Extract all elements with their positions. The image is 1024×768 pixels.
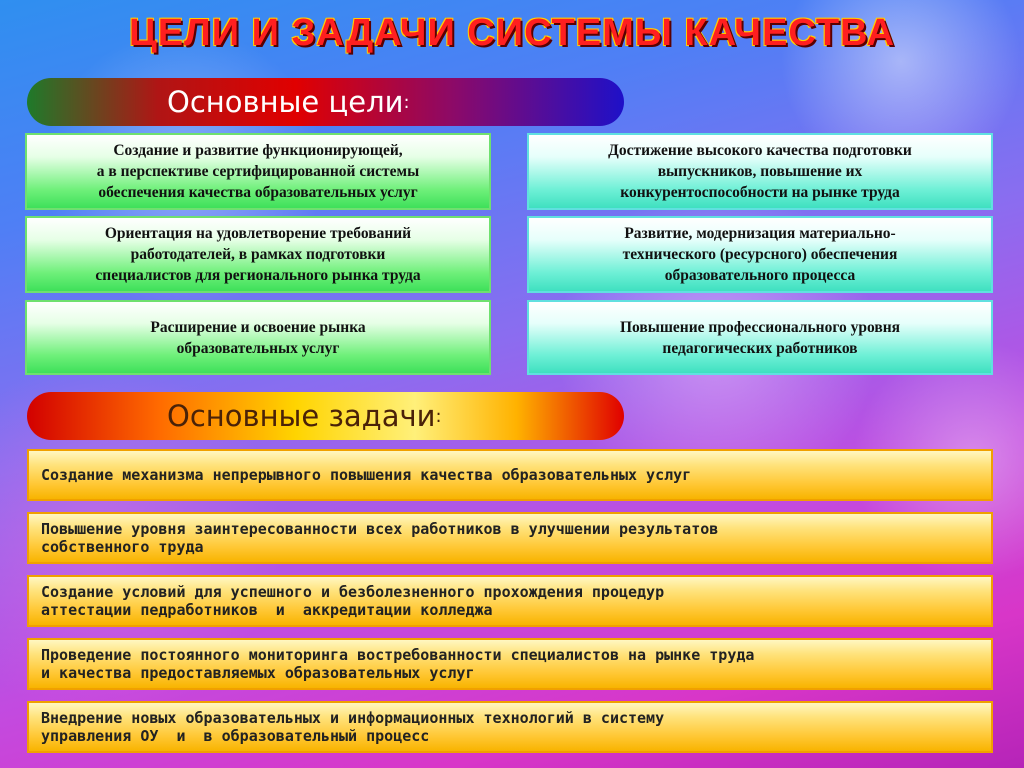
goals-header-colon: : [403, 91, 410, 113]
goal-box-2 [527, 133, 993, 210]
tasks-header-label: Основные задачи [167, 399, 436, 433]
goal-text-3: Ориентация на удовлетворение требований работодателей, в рамках подготовки специалистов для регионального рынка труда [95, 225, 421, 284]
goal-box-5 [25, 300, 491, 375]
task-text-1: Создание механизма непрерывного повышения качества образовательных услуг [41, 466, 692, 484]
task-box-4 [27, 638, 993, 690]
goals-section-header [27, 78, 624, 126]
task-text-3: Создание условий для успешного и безболезненного прохождения процедур аттестации педработников и аккредитации колледжа [41, 583, 665, 619]
goal-box-1 [25, 133, 491, 210]
goal-box-4 [527, 216, 993, 293]
tasks-header-colon: : [435, 405, 442, 427]
task-text-5: Внедрение новых образовательных и информационных технологий в систему управления ОУ и в образовательный процесс [41, 709, 665, 745]
tasks-section-header [27, 392, 624, 440]
goal-text-2: Достижение высокого качества подготовки выпускников, повышение их конкурентоспособности на рынке труда [608, 142, 912, 201]
task-box-1 [27, 449, 993, 501]
goals-header-label: Основные цели [167, 85, 404, 119]
goal-text-4: Развитие, модернизация материально- технического (ресурсного) обеспечения образовательного процесса [622, 225, 898, 284]
goal-text-5: Расширение и освоение рынка образовательных услуг [150, 318, 366, 357]
goal-box-6 [527, 300, 993, 375]
task-box-3 [27, 575, 993, 627]
goal-text-1: Создание и развитие функционирующей, а в перспективе сертифицированной системы обеспечения качества образовательных услуг [96, 142, 420, 201]
page-title: ЦЕЛИ И ЗАДАЧИ СИСТЕМЫ КАЧЕСТВА [128, 12, 896, 54]
goal-text-6: Повышение профессионального уровня педагогических работников [619, 318, 901, 357]
goal-box-3 [25, 216, 491, 293]
task-box-5 [27, 701, 993, 753]
task-box-2 [27, 512, 993, 564]
task-text-4: Проведение постоянного мониторинга востребованности специалистов на рынке труда и качества предоставляемых образовательных услуг [41, 646, 755, 682]
task-text-2: Повышение уровня заинтересованности всех работников в улучшении результатов собственного труда [41, 520, 719, 556]
